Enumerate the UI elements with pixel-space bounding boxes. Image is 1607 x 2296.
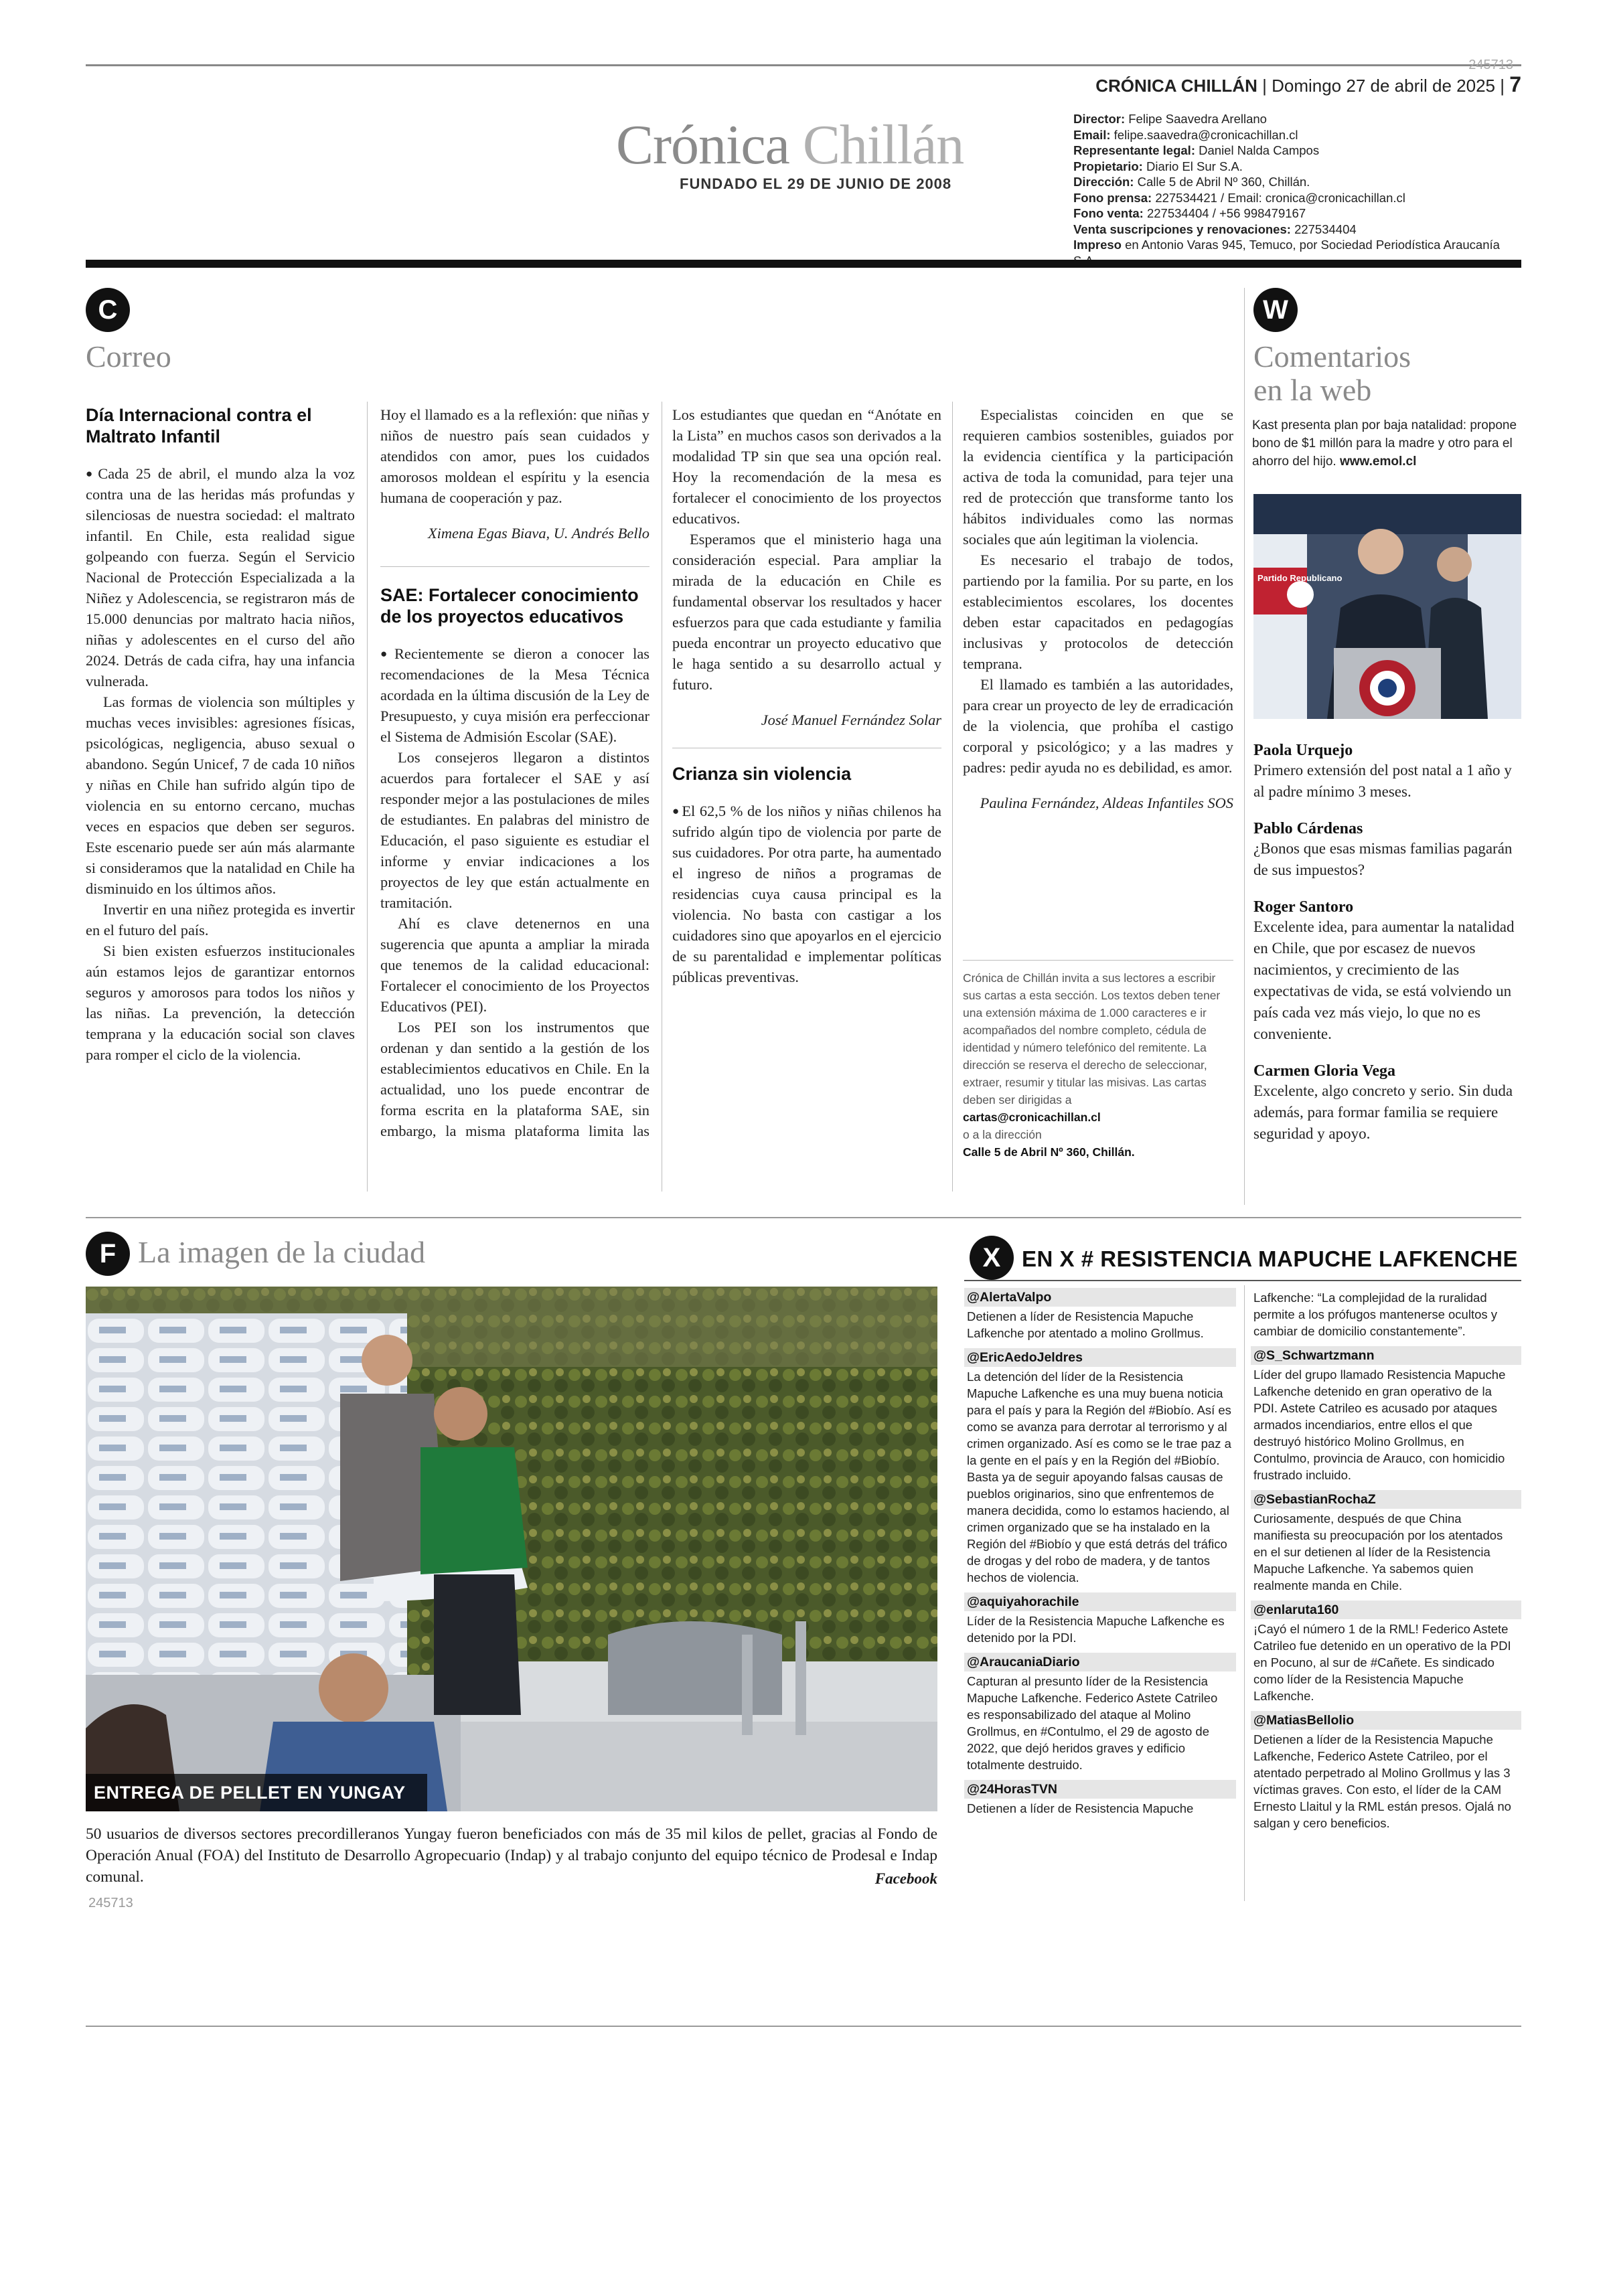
letter-1-paragraph: Invertir en una niñez protegida es invertir en el futuro del país.: [86, 901, 355, 938]
letters-email-link[interactable]: cartas@cronicachillan.cl: [963, 1111, 1101, 1124]
letter-3-paragraph: Es necesario el trabajo de todos, partiendo por la familia. Por su parte, en los establecimientos escolares, los docentes deben estar capacitados en pedagogías inclusivas y protocolos de detección temprana.: [963, 552, 1233, 672]
photo-caption-title: ENTREGA DE PELLET EN YUNGAY: [86, 1774, 427, 1811]
staff-line: Impreso en Antonio Varas 945, Temuco, por Sociedad Periodística Araucanía: [1073, 238, 1500, 252]
x-handle[interactable]: @24HorasTVN: [964, 1780, 1236, 1799]
correo-section-title: Correo: [86, 339, 171, 374]
staff-line: Fono venta: 227534404 / +56 998479167: [1073, 206, 1306, 220]
correo-badge: C: [86, 288, 130, 332]
pellet-delivery-illustration: [86, 1287, 937, 1811]
x-handle[interactable]: @enlaruta160: [1251, 1601, 1521, 1619]
column-divider: [367, 402, 368, 1192]
x-handle[interactable]: @AraucaniaDiario: [964, 1653, 1236, 1671]
staff-line: Fono prensa: 227534421 / Email: cronica@cronicachillan.cl: [1073, 190, 1405, 205]
x-post: Líder del grupo llamado Resistencia Mapuche Lafkenche detenido en gran operativo de la PDI. Astete Catrileo es acusado por ataques armados incendiarios, entre ellos el que destruyó histórico Molino Grollmus, en Contulmo, provincia de Arauco, con homicidio frustrado incluido.: [1253, 1368, 1506, 1482]
x-handle[interactable]: @MatiasBellolio: [1251, 1711, 1521, 1730]
x-post: Detienen a líder de la Resistencia Mapuche Lafkenche, Federico Astete Catrileo, por el atentado perpetrado al Molino Grollmus y las 3 víctimas graves. Con esto, el líder de la CAM Ernesto Llaitul y la RML están presos. Ojalá no salgan y cero beneficios.: [1253, 1732, 1511, 1830]
staff-line: Venta suscripciones y renovaciones: 227534404: [1073, 222, 1357, 236]
x-badge: X: [970, 1236, 1014, 1280]
staff-box: [1073, 111, 1502, 268]
letter-1-paragraph: Las formas de violencia son múltiples y muchas veces invisibles: agresiones físicas, psicológicas, negligencia, abuso sexual o abandono. Según Unicef, 7 de cada 10 niños y niñas en Chile han sufrido algún tipo de violencia en su entorno cercano, muchas veces en espacios que deben ser seguros. Este escenario puede ser aún más alarmante si consideramos que la natalidad en Chile ha disminuido en los últimos años.: [86, 693, 355, 897]
comment-text: Excelente idea, para aumentar la natalidad en Chile, que por escasez de nuevos nacimientos, y crecimiento de las expectativas de vida, se está volviendo un país cada vez más viejo, lo que no es conveniente.: [1253, 918, 1515, 1042]
letter-2-paragraph: Ahí es clave detenernos en una sugerencia que apunta a ampliar la mirada que tenemos de la calidad educacional: Fortalecer el conocimiento de los Proyectos Educativos (PEI).: [380, 915, 649, 1015]
x-post: Detienen a líder de Resistencia Mapuche Lafkenche por atentado a molino Grollmus.: [967, 1309, 1204, 1340]
x-feed-column-2: [1251, 1288, 1521, 1904]
comment-text: Primero extensión del post natal a 1 año y al padre mínimo 3 meses.: [1253, 762, 1512, 800]
letter-2-paragraph: Los consejeros llegaron a distintos acuerdos para fortalecer el SAE y así responder mejor a las postulaciones de miles de estudiantes. En palabras del ministro de Educación, el paso siguiente es estudiar el informe y enviar indicaciones a los proyectos de ley que están actualmente en tramitación.: [380, 749, 649, 911]
pellet-delivery-photo: [86, 1287, 937, 1811]
letter-1-signature: Ximena Egas Biava, U. Andrés Bello: [427, 525, 649, 542]
logo-word-1: Crónica: [616, 114, 789, 176]
article-divider: [380, 566, 649, 567]
x-feed-column-1: [964, 1285, 1236, 1901]
note-or: o a la dirección: [963, 1128, 1042, 1141]
commenter-name: Carmen Gloria Vega: [1253, 1062, 1395, 1080]
comment-text: Excelente, algo concreto y serio. Sin duda además, para formar familia se requiere seguridad y apoyo.: [1253, 1082, 1513, 1142]
column-divider: [1244, 288, 1245, 1205]
letter-2-paragraph: Los PEI son los instrumentos que ordenan y dan sentido a la gestión de los establecimientos educativos en Chile. En la actualidad, uno los puede encontrar de forma escrita en la plataforma SAE, sin embargo, la misma plataforma limita las: [380, 1019, 649, 1139]
staff-line: Director: Felipe Saavedra Arellano: [1073, 112, 1267, 126]
x-post: Líder de la Resistencia Mapuche Lafkenche es detenido por la PDI.: [967, 1614, 1225, 1645]
x-handle[interactable]: @SebastianRochaZ: [1251, 1490, 1521, 1509]
letter-3-paragraph: El llamado es también a las autoridades, para crear un proyecto de ley de erradicación de la violencia, que prohíba el castigo corporal y psicológico; y a las madres y padres: pedir ayuda no es debilidad, es amor.: [963, 676, 1233, 776]
staff-line: Email: felipe.saavedra@cronicachillan.cl: [1073, 127, 1298, 142]
column-divider: [952, 402, 953, 1192]
photo-source: Facebook: [874, 1870, 937, 1887]
x-handle[interactable]: @aquiyahorachile: [964, 1592, 1236, 1611]
staff-line: Representante legal: Daniel Nalda Campos: [1073, 143, 1320, 157]
founded-line: FUNDADO EL 29 DE JUNIO DE 2008: [680, 175, 952, 192]
commenter-name: Paola Urquejo: [1253, 742, 1353, 759]
imagen-badge: F: [86, 1232, 130, 1276]
scan-number-top: 245713: [1468, 58, 1513, 72]
folio-paper: CRÓNICA CHILLÁN: [1095, 76, 1257, 96]
scan-number-bottom: 245713: [88, 1896, 133, 1910]
section-divider: [86, 1217, 1521, 1218]
web-section-title: Comentarios en la web: [1253, 339, 1411, 407]
letter-2-paragraph: Esperamos que el ministerio haga una consideración especial. Para ampliar la mirada de la educación en Chile es fundamental observar los resultados y hacer esfuerzos para que cada estudiante y familia pueda encontrar un proyecto educativo que le haga sentido a su desarrollo actual y futuro.: [672, 531, 941, 693]
web-lead-text: Kast presenta plan por baja natalidad: propone bono de $1 millón para la madre y otro para el ahorro del hijo.: [1252, 418, 1517, 469]
web-comments-list: [1253, 724, 1521, 1145]
staff-line: Dirección: Calle 5 de Abril Nº 360, Chillán.: [1073, 175, 1310, 189]
letter-1-headline: Día Internacional contra el Maltrato Infantil: [86, 405, 312, 446]
x-post: La detención del líder de la Resistencia Mapuche Lafkenche es una muy buena noticia para el país y para la Región del #Biobío. Así es como se avanza para derrotar al terrorismo y al crimen organizado. Así es como se le trae paz a la gente en el país y en la Región del #Biobío. Basta ya de seguir apoyando falsas causas de pueblos originarios, sino que enfrentemos de manera decidida, como lo estamos haciendo, al crimen organizado que se ha instalado en la Región del #Biobío y que está detrás del tráfico de drogas y del robo de madera, y de tantos hechos de violencia.: [967, 1370, 1231, 1584]
note-divider: [963, 960, 1233, 961]
letter-2-paragraph: ● Recientemente se dieron a conocer las recomendaciones de la Mesa Técnica acordada en la última discusión de la Ley de Presupuesto, y cuya misión era perfeccionar el Sistema de Admisión Escolar (SAE).: [380, 643, 649, 747]
staff-line: Propietario: Diario El Sur S.A.: [1073, 159, 1243, 173]
top-rule: [86, 64, 1521, 66]
web-source-link[interactable]: www.emol.cl: [1339, 455, 1417, 469]
folio-date: | Domingo 27 de abril de 2025 |: [1262, 76, 1505, 96]
letter-1-paragraph: Si bien existen esfuerzos institucionales aún estamos lejos de garantizar entornos seguros y amorosos para todos los niños y las niñas. La prevención, la detección temprana y la educación social son claves para romper el ciclo de la violencia.: [86, 942, 355, 1063]
letter-3-paragraph: Especialistas coinciden en que se requieren cambios sostenibles, guiados por la evidencia científica y la participación activa de toda la comunidad, para tejer una red de protección que transforme tanto los hábitos individuales como las normas sociales que aún legitiman la violencia.: [963, 406, 1233, 548]
x-handle[interactable]: @AlertaValpo: [964, 1288, 1236, 1307]
letter-1-paragraph: ● Cada 25 de abril, el mundo alza la voz contra una de las heridas más profundas y silenciosas de nuestra sociedad: el maltrato infantil. En Chile, esta realidad sigue golpeando con fuerza. Según el Servicio Nacional de Protección Especializada a la Niñez y Adolescencia, se registraron más de 15.000 denuncias por maltrato hacia niños, niñas y adolescentes en el curso del año 2024. Detrás de cada cifra, hay una infancia vulnerada.: [86, 463, 355, 691]
correo-column-1: [86, 404, 355, 1065]
imagen-section-title: La imagen de la ciudad: [138, 1235, 426, 1269]
x-post: ¡Cayó el número 1 de la RML! Federico Astete Catrileo fue detenido en un operativo de la PDI en Pocuno, al sur de #Cañete. Es sindicado como líder de la Resistencia Mapuche Lafkenche.: [1253, 1622, 1511, 1703]
newspaper-logo: [616, 112, 964, 177]
x-section-title: EN X # RESISTENCIA MAPUCHE LAFKENCHE: [1022, 1246, 1519, 1271]
bottom-rule: [86, 2026, 1521, 2027]
commenter-name: Pablo Cárdenas: [1253, 820, 1363, 837]
letter-1-paragraph: Hoy el llamado es a la reflexión: que niñas y niños de nuestro país sean cuidados y atendidos con amor, pues los cuidados amorosos moldean el espíritu y la esencia humana de cooperación y paz.: [380, 406, 649, 506]
folio-page-number: 7: [1509, 72, 1521, 96]
x-title-rule: [964, 1280, 1521, 1281]
letter-3-paragraph: ● El 62,5 % de los niños y niñas chilenos ha sufrido algún tipo de violencia por parte de sus cuidadores. Por otra parte, ha aumentado el ingreso de niños a programas de residencias cuya causa principal es la violencia. No basta con castigar a los cuidadores sino que apoyarlos en el ejercicio de su parentalidad e implementar políticas públicas preventivas.: [672, 801, 941, 987]
photo-banner-text: Partido Republicano: [1257, 573, 1343, 583]
letter-3-signature: Paulina Fernández, Aldeas Infantiles SOS: [980, 795, 1233, 811]
photo-caption-text: 50 usuarios de diversos sectores precordilleranos Yungay fueron beneficiados con más de 35 mil kilos de pellet, gracias al Fondo de Operación Anual (FOA) del Instituto de Desarrollo Agropecuario (Indap) y al trabajo conjunto del equipo técnico de Prodesal e Indap comunal.: [86, 1825, 937, 1886]
masthead-rule: [86, 260, 1521, 268]
letters-note: [963, 969, 1233, 1161]
letters-address: Calle 5 de Abril Nº 360, Chillán.: [963, 1145, 1135, 1159]
note-text: Crónica de Chillán invita a sus lectores a escribir sus cartas a esta sección. Los textos deben tener una extensión máxima de 1.000 caracteres e ir acompañados del nombre completo, cédula de identidad y número telefónico del remitente. La dirección se reserva el derecho de seleccionar, extraer, resumir y titular las misivas. Las cartas deben ser dirigidas a: [963, 971, 1221, 1106]
logo-word-2: Chillán: [802, 114, 964, 176]
x-handle[interactable]: @S_Schwartzmann: [1251, 1346, 1521, 1365]
commenter-name: Roger Santoro: [1253, 898, 1354, 916]
correo-column-2: [380, 404, 649, 1141]
x-post: Capturan al presunto líder de la Resistencia Mapuche Lafkenche. Federico Astete Catrileo es responsabilizado del ataque al Molino Grollmus, en #Contulmo, el 29 de agosto de 2022, que dejó heridos graves y edificio totalmente destruido.: [967, 1674, 1218, 1772]
correo-column-4: [963, 404, 1233, 813]
x-handle[interactable]: @EricAedoJeldres: [964, 1348, 1236, 1367]
kast-photo: [1253, 494, 1521, 719]
press-conference-illustration: [1253, 494, 1521, 719]
web-badge: W: [1253, 288, 1298, 332]
x-post: Curiosamente, después de que China manifiesta su preocupación por los atentados en el sur detienen al líder de la Resistencia Mapuche Lafkenche. Ya sabemos quien realmente manda en Chile.: [1253, 1511, 1503, 1592]
comment-text: ¿Bonos que esas mismas familias pagarán de sus impuestos?: [1253, 840, 1513, 878]
correo-column-3: [672, 404, 941, 987]
letter-2-signature: José Manuel Fernández Solar: [761, 712, 941, 728]
x-column-divider: [1244, 1285, 1245, 1901]
web-lead: [1252, 416, 1520, 471]
x-post: Detienen a líder de Resistencia Mapuche: [967, 1801, 1194, 1815]
letter-3-headline: Crianza sin violencia: [672, 764, 852, 784]
page-folio: [1095, 72, 1521, 97]
letter-2-headline: SAE: Fortalecer conocimiento de los proyectos educativos: [380, 585, 639, 627]
x-post-continued: Lafkenche: “La complejidad de la ruralidad permite a los prófugos mantenerse ocultos y cambiar de domicilio constantemente”.: [1253, 1291, 1498, 1338]
letter-2-paragraph: Los estudiantes que quedan en “Anótate en la Lista” en muchos casos son derivados a la modalidad TP sin que sea una opción real. Hoy la recomendación de la mesa es fortalecer el conocimiento de los proyectos educativos.: [672, 406, 941, 527]
